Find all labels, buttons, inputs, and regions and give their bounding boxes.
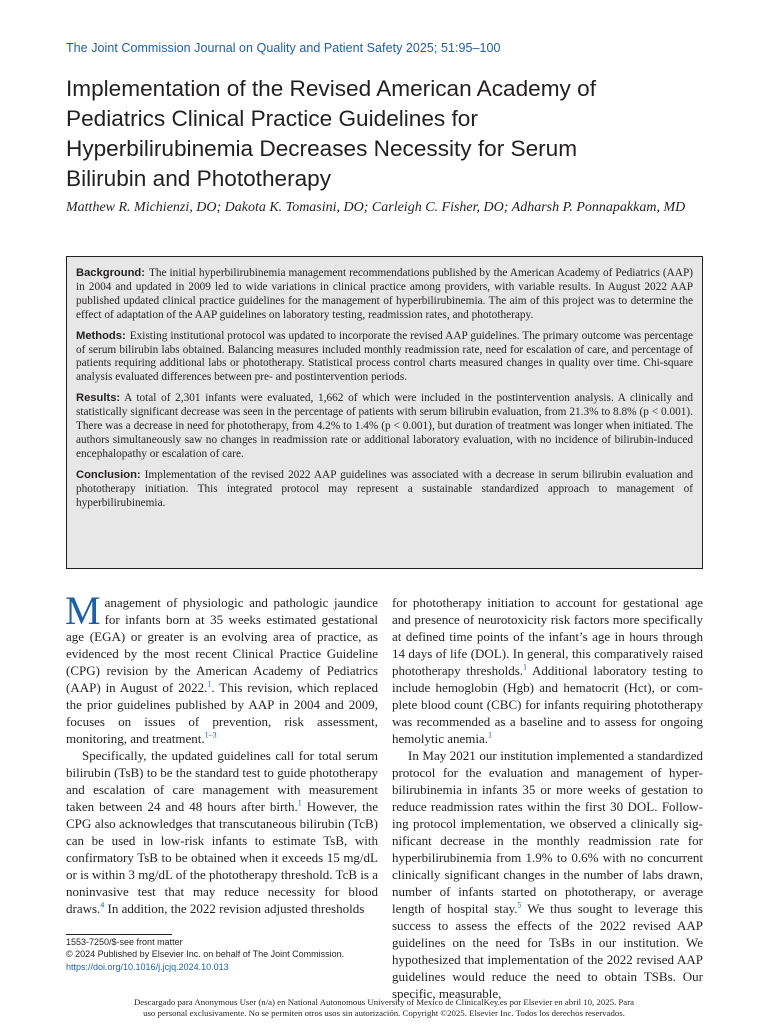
abstract-label: Results: bbox=[76, 392, 121, 405]
journal-citation: The Joint Commission Journal on Quality and Patient Safety 2025; 51:95–100 bbox=[66, 41, 501, 55]
body-text: . This revision, which replaced the prior guidelines published by AAP in 2004 and 2009, focuses on issues of prevention, risk assessment, monitoring, and treatment. bbox=[66, 680, 378, 746]
abstract-conclusion bbox=[76, 469, 693, 511]
doi-link[interactable]: https://doi.org/10.1016/j.jcjq.2024.10.013 bbox=[66, 961, 229, 972]
footnote-divider bbox=[66, 934, 172, 935]
article-title bbox=[66, 74, 706, 194]
download-line: uso personal exclusivamente. No se permiten otros usos sin autorización. Copyright ©2025. Elsevier Inc. Todos los derechos reservados. bbox=[143, 1008, 625, 1018]
reference-link[interactable]: 1–3 bbox=[204, 730, 217, 740]
body-text: Specifically, the updated guidelines call for total serum bilirubin (TsB) to be the standard test to guide phototherapy and escalation of care management with measurement taken between 24 and 48 hours after birth. bbox=[66, 748, 378, 814]
body-text: However, the CPG also acknowledges that transcutaneous bilirubin (TcB) can be used in low-risk infants to estimate TsB, with confirmatory TsB to be obtained when it exceeds 15 mg/dL or is within 3 mg/dL of the phototherapy threshold. TcB is a noninvasive test that may reduce necessity for blood draws. bbox=[66, 799, 378, 916]
title-line: Pediatrics Clinical Practice Guidelines for bbox=[66, 106, 478, 131]
download-line: Descargado para Anonymous User (n/a) en National Autonomous University of Mexico de ClinicalKey.es por Elsevier en abril 10, 2025. Para bbox=[133, 997, 635, 1007]
body-paragraph bbox=[65, 588, 378, 747]
abstract-results bbox=[76, 392, 693, 462]
body-text: In addition, the 2022 revision adjusted thresholds bbox=[104, 901, 365, 916]
title-line: Bilirubin and Phototherapy bbox=[66, 166, 332, 191]
abstract-text: Implementation of the revised 2022 AAP guidelines was associated with a decrease in serum bilirubin evaluation and phototherapy initiation. This integrated protocol may represent a sustainable standardized approach to management of hyperbilirubinemia. bbox=[76, 468, 693, 509]
drop-cap: M bbox=[65, 588, 101, 633]
body-text: for phototherapy initiation to account for gestational age and presence of neurotoxicity risk factors more specifically at defined time points of the infant’s age in hours through 14 days of life (DOL). In general, this comparatively raised phototherapy thresholds. bbox=[392, 595, 703, 678]
body-text: Additional laboratory testing to include hemoglobin (Hgb) and hematocrit (Hct), or complete blood count (CBC) for infants requiring phototherapy was recommended as a baseline and to assess for ongoing hemolytic anemia. bbox=[392, 663, 703, 746]
title-line: Implementation of the Revised American Academy of bbox=[66, 76, 596, 101]
body-column-left bbox=[65, 588, 378, 917]
abstract-text: Existing institutional protocol was updated to incorporate the revised AAP guidelines. The primary outcome was percentage of serum bilirubin labs obtained. Balancing measures included monthly readmission rate, need for escalation of care, and percentage of patients requiring additional labs or phototherapy. Statistical process control charts measured changes in quality over time. Chi-square analysis evaluated differences between pre- and postintervention periods. bbox=[76, 329, 693, 384]
body-text: We thus sought to leverage this success to assess the effects of the 2022 revised AAP guidelines on the need for TsBs in our institution. We hypothesized that implementation of the 2022 revised AAP guidelines would reduce the need to obtain TSBs. Our specific, measurable, bbox=[392, 901, 703, 1001]
body-paragraph bbox=[66, 747, 378, 917]
abstract-methods bbox=[76, 330, 693, 386]
abstract-box bbox=[66, 256, 703, 569]
reference-link[interactable]: 1 bbox=[488, 730, 493, 740]
body-paragraph bbox=[392, 747, 703, 1002]
body-column-right bbox=[392, 594, 703, 1002]
body-text: anagement of physiologic and pathologic jaundice for infants born at 35 weeks estimated gestational age (EGA) or greater is an evolving area of practice, as evidenced by the most recent Clinical Practice Guideline (CPG) revision by the American Academy of Pediatrics (AAP) in August of 2022. bbox=[66, 595, 378, 695]
abstract-background bbox=[76, 267, 693, 323]
reference-link[interactable]: 4 bbox=[100, 900, 105, 910]
footnote bbox=[66, 936, 386, 973]
download-notice bbox=[90, 997, 678, 1019]
title-line: Hyperbilirubinemia Decreases Necessity for Serum bbox=[66, 136, 578, 161]
body-paragraph bbox=[392, 594, 703, 747]
body-text: In May 2021 our institution implemented a standardized protocol for the evaluation and management of hyperbilirubinemia in infants 35 or more weeks of gestation to reduce readmission rates within the first 30 DOL. Following protocol implementation, we observed a clinically significant decrease in the monthly readmission rate for hyperbilirubinemia from 1.9% to 0.6% with no concurrent clinically significant changes in the number of labs drawn, number of infants started on phototherapy, or average length of hospital stay. bbox=[392, 748, 703, 916]
author-list: Matthew R. Michienzi, DO; Dakota K. Tomasini, DO; Carleigh C. Fisher, DO; Adharsh P. Ponnapakkam, MD bbox=[66, 200, 686, 215]
reference-link[interactable]: 1 bbox=[207, 679, 212, 689]
abstract-label: Conclusion: bbox=[76, 468, 141, 481]
abstract-text: The initial hyperbilirubinemia management recommendations published by the American Academy of Pediatrics (AAP) in 2004 and updated in 2009 led to wide variations in clinical practice among providers, with variable results. In August 2022 AAP published updated clinical practice guidelines for the management of hyperbilirubinemia. The aim of this project was to determine the effect of adaptation of the AAP guidelines on laboratory testing, readmission rates, and phototherapy. bbox=[76, 267, 693, 321]
abstract-label: Background: bbox=[76, 267, 145, 279]
abstract-text: A total of 2,301 infants were evaluated, 1,662 of which were included in the postintervention analysis. A clinically and statistically significant decrease was seen in the percentage of patients with serum bilirubin evaluation, from 21.3% to 8.8% (p < 0.001). There was a decrease in need for phototherapy, from 4.2% to 1.4% (p < 0.001), but duration of treatment was longer when initiated. The authors simultaneously saw no changes in readmission rate or additional laboratory evaluation, with no incidence of bilirubin-induced encephalopathy or escalation of care. bbox=[76, 392, 693, 460]
abstract-label: Methods: bbox=[76, 329, 126, 342]
reference-link[interactable]: 1 bbox=[297, 798, 302, 808]
reference-link[interactable]: 1 bbox=[523, 662, 528, 672]
reference-link[interactable]: 5 bbox=[517, 900, 522, 910]
copyright-line: © 2024 Published by Elsevier Inc. on behalf of The Joint Commission. bbox=[66, 949, 345, 960]
issn-line: 1553-7250/$-see front matter bbox=[66, 937, 183, 947]
